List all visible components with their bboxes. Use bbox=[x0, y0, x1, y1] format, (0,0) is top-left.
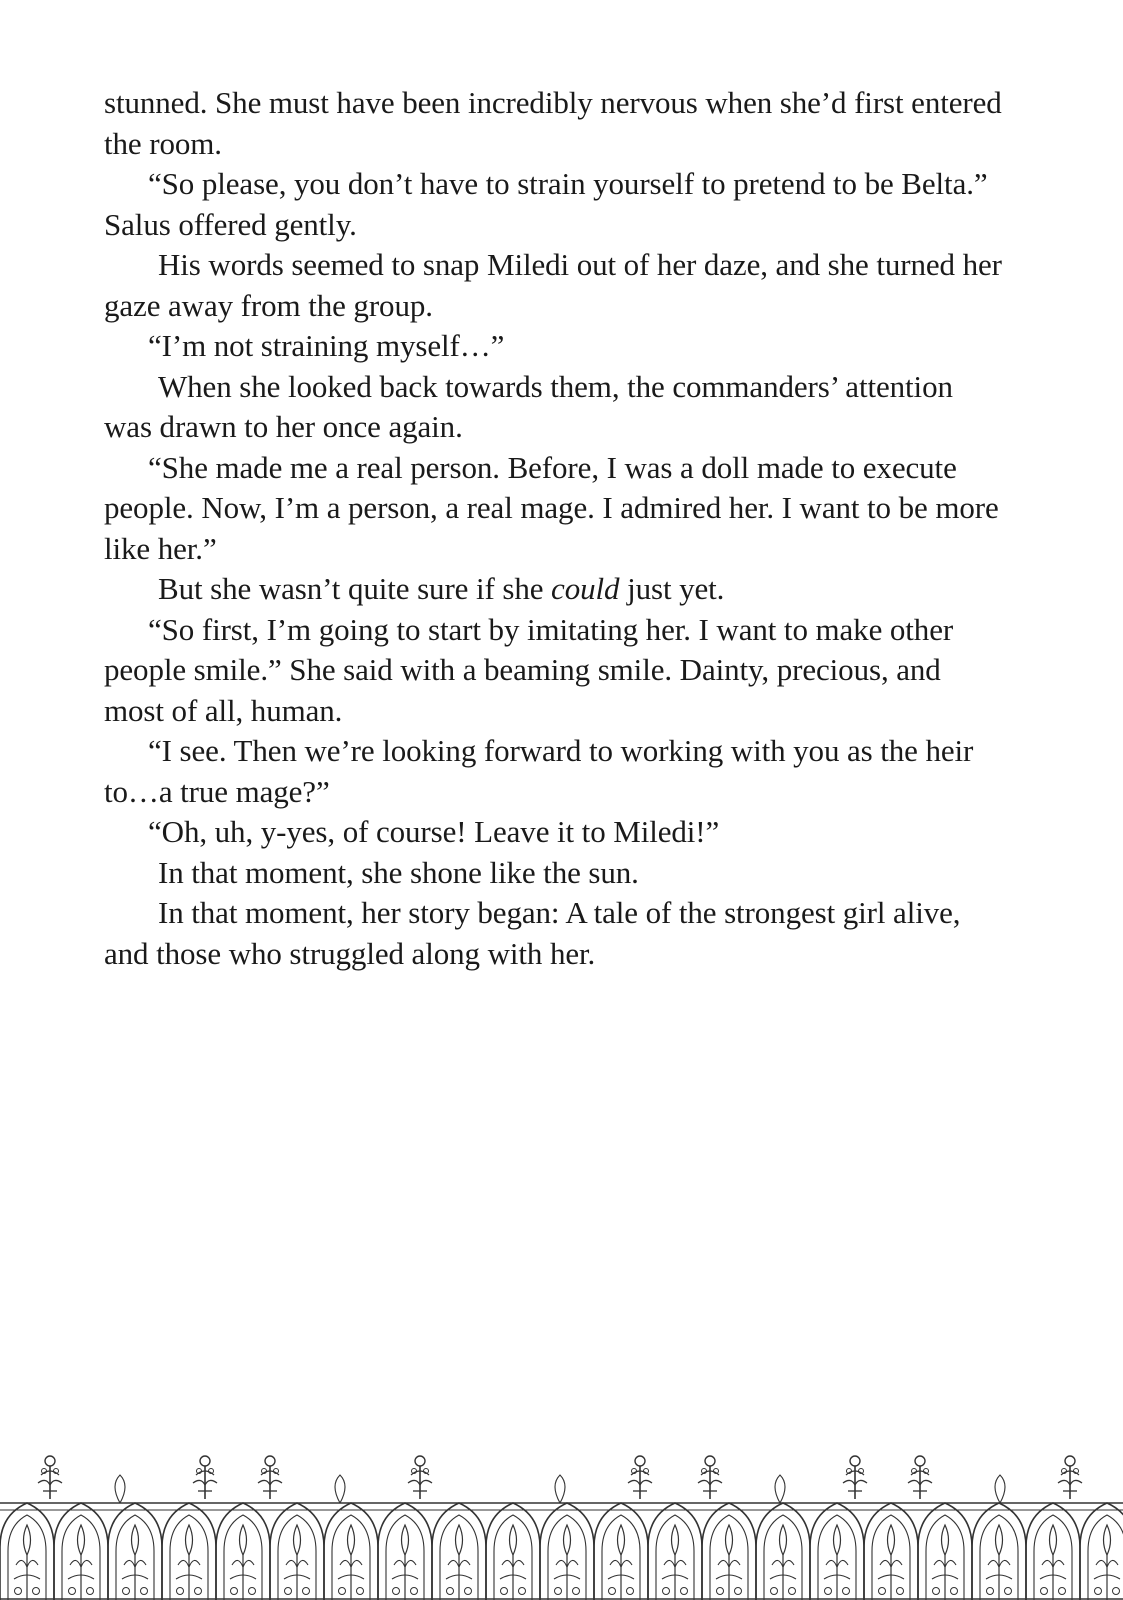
paragraph-7-before: But she wasn’t quite sure if she bbox=[158, 571, 552, 606]
paragraph-9: “I see. Then we’re looking forward to working with you as the heir to…a true mage?” bbox=[104, 733, 974, 809]
ornamental-iron-fence-border-icon bbox=[0, 1455, 1123, 1600]
paragraph-3: His words seemed to snap Miledi out of her daze, and she turned her gaze away from the group. bbox=[104, 247, 1002, 323]
paragraph-8: “So first, I’m going to start by imitating her. I want to make other people smile.” She said with a beaming smile. Dainty, precious, and most of all, human. bbox=[104, 611, 954, 728]
paragraph-4: “I’m not straining myself…” bbox=[148, 328, 505, 363]
paragraph-6: “She made me a real person. Before, I was a doll made to execute people. Now, I’m a person, a real mage. I admired her. I want to be more like her.” bbox=[104, 449, 999, 566]
paragraph-12: In that moment, her story began: A tale of the strongest girl alive, and those who struggled along with her. bbox=[104, 895, 961, 971]
paragraph-10: “Oh, uh, y-yes, of course! Leave it to Miledi!” bbox=[148, 814, 720, 849]
body-text bbox=[104, 83, 1004, 974]
emphasis-word: could bbox=[551, 571, 620, 606]
paragraph-5: When she looked back towards them, the commanders’ attention was drawn to her once again. bbox=[104, 368, 953, 444]
paragraph-7-after: just yet. bbox=[619, 571, 725, 606]
paragraph-11: In that moment, she shone like the sun. bbox=[158, 854, 639, 890]
paragraph-2: “So please, you don’t have to strain yourself to pretend to be Belta.” Salus offered gently. bbox=[104, 166, 988, 242]
paragraph-1: stunned. She must have been incredibly nervous when she’d first entered the room. bbox=[104, 85, 1002, 161]
paragraph-7 bbox=[104, 569, 1004, 610]
